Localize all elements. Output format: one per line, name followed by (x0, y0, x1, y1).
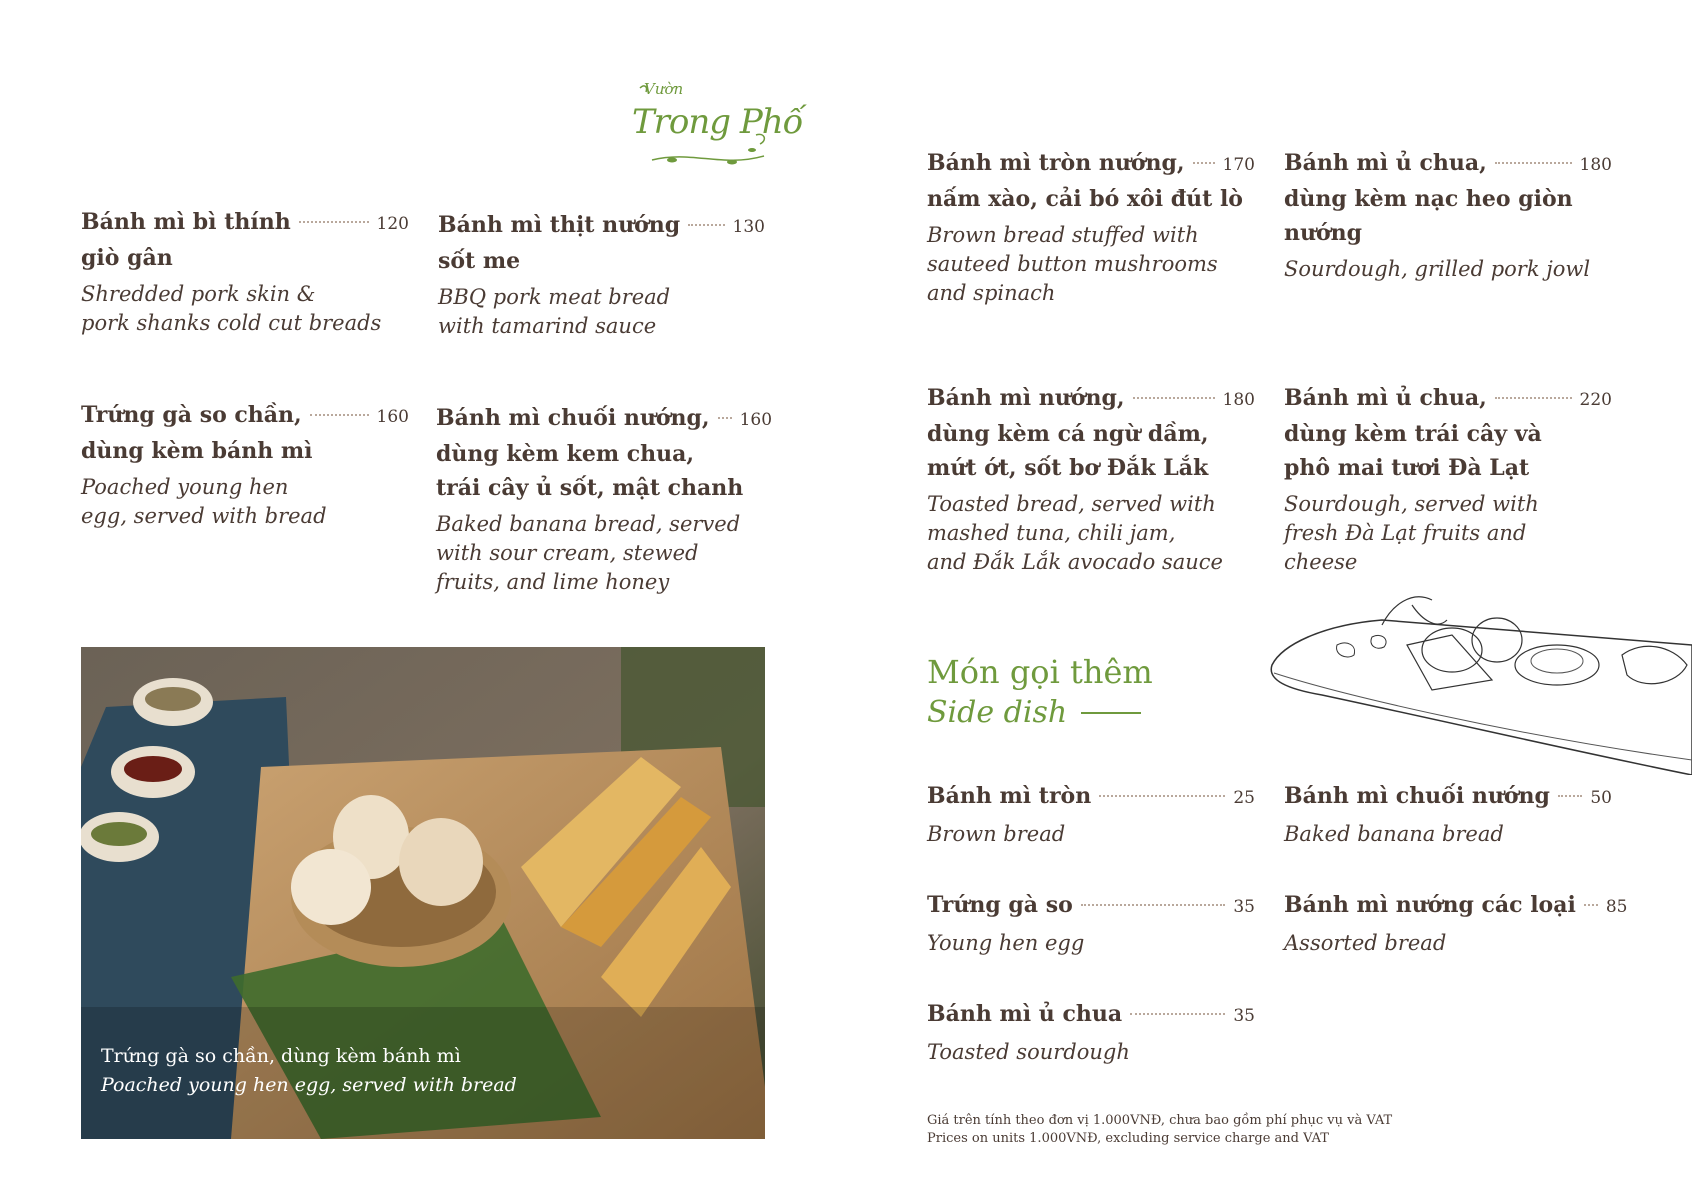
item-english-line: Poached young hen (81, 475, 289, 499)
item-english-line: egg, served with bread (81, 504, 327, 528)
leader-dots (1495, 397, 1572, 399)
menu-item (438, 208, 765, 341)
item-name-cont: dùng kèm trái cây và (1284, 421, 1542, 447)
item-english-line: cheese (1284, 550, 1358, 574)
item-name: Bánh mì tròn nướng, (927, 150, 1185, 176)
item-price: 160 (376, 407, 409, 427)
leader-dots (1495, 162, 1572, 164)
side-dish-item (1284, 888, 1628, 958)
item-name-cont: dùng kèm kem chua, (436, 441, 695, 467)
item-price: 180 (1579, 155, 1612, 175)
board-sketch-illustration (1262, 585, 1692, 775)
item-price: 180 (1222, 390, 1255, 410)
item-english-line: Toasted bread, served with (927, 492, 1216, 516)
item-name: Trứng gà so chần, (81, 402, 302, 428)
side-dish-item (927, 779, 1255, 849)
side-dish-title-english (927, 693, 1153, 733)
leader-dots (1558, 795, 1582, 797)
item-english-line: pork shanks cold cut breads (81, 311, 382, 335)
menu-item (436, 401, 773, 597)
menu-item (1284, 381, 1612, 577)
item-english-line: Brown bread stuffed with (927, 223, 1199, 247)
side-dish-title-english-text: Side dish (927, 695, 1068, 730)
food-photo (81, 647, 765, 1139)
item-price: 130 (732, 217, 765, 237)
caption-vietnamese: Trứng gà so chần, dùng kèm bánh mì (101, 1045, 461, 1067)
leader-dots (1099, 795, 1225, 797)
leader-dots (1130, 1013, 1225, 1015)
item-english-line: BBQ pork meat bread (438, 285, 671, 309)
menu-item (81, 205, 409, 338)
caption-english: Poached young hen egg, served with bread (101, 1074, 517, 1096)
brand-small: Vườn (644, 80, 684, 98)
item-english-line: Sourdough, grilled pork jowl (1284, 257, 1591, 281)
item-english (81, 473, 409, 531)
item-english-line: with sour cream, stewed (436, 541, 699, 565)
item-name-cont: dùng kèm bánh mì (81, 438, 313, 464)
item-name-cont: phô mai tươi Đà Lạt (1284, 455, 1530, 481)
item-english (1284, 255, 1612, 284)
side-dish-item (1284, 779, 1612, 849)
leader-dots (718, 417, 732, 419)
leader-dots (299, 221, 369, 223)
item-english-line: fruits, and lime honey (436, 570, 670, 594)
item-english (1284, 490, 1612, 577)
item-english (436, 510, 765, 597)
item-english: Young hen egg (927, 931, 1085, 955)
item-name: Bánh mì chuối nướng (1284, 783, 1550, 809)
item-english: Assorted bread (1284, 931, 1447, 955)
item-price: 220 (1579, 390, 1612, 410)
price-footnote (927, 1112, 1392, 1148)
leader-dots (1133, 397, 1215, 399)
item-name: Bánh mì ủ chua, (1284, 385, 1487, 411)
item-name: Bánh mì bì thính (81, 209, 291, 235)
item-english (81, 280, 409, 338)
item-name-cont: sốt me (438, 248, 521, 274)
item-name: Bánh mì ủ chua, (1284, 150, 1487, 176)
menu-item (927, 146, 1255, 308)
item-price: 120 (376, 214, 409, 234)
item-name-cont: trái cây ủ sốt, mật chanh (436, 475, 744, 501)
footnote-english: Prices on units 1.000VNĐ, excluding service charge and VAT (927, 1131, 1329, 1146)
item-price: 85 (1605, 897, 1628, 917)
item-english-line: fresh Đà Lạt fruits and (1284, 521, 1527, 545)
title-rule (1081, 712, 1141, 714)
brand-logo (632, 80, 803, 172)
item-english-line: Baked banana bread, served (436, 512, 741, 536)
item-english-line: with tamarind sauce (438, 314, 657, 338)
item-name: Bánh mì chuối nướng, (436, 405, 710, 431)
item-english: Brown bread (927, 822, 1066, 846)
brand-name: Trong Phố (632, 102, 803, 142)
item-name-cont: dùng kèm nạc heo giòn (1284, 186, 1573, 212)
item-name: Bánh mì ủ chua (927, 1001, 1123, 1027)
menu-item (81, 398, 409, 531)
item-name: Bánh mì tròn (927, 783, 1092, 809)
item-price: 35 (1233, 897, 1255, 917)
item-name-cont: dùng kèm cá ngừ dầm, (927, 421, 1209, 447)
item-price: 25 (1233, 788, 1255, 808)
leader-dots (1584, 904, 1598, 906)
menu-item (1284, 146, 1612, 284)
item-english-line: mashed tuna, chili jam, (927, 521, 1176, 545)
photo-caption (101, 1042, 517, 1100)
item-name: Bánh mì nướng, (927, 385, 1125, 411)
item-name: Bánh mì thịt nướng (438, 212, 681, 238)
leader-dots (310, 414, 369, 416)
footnote-vietnamese: Giá trên tính theo đơn vị 1.000VNĐ, chưa bao gồm phí phục vụ và VAT (927, 1113, 1393, 1128)
side-dish-item (927, 888, 1255, 958)
item-name-cont: nướng (1284, 220, 1363, 246)
item-english: Baked banana bread (1284, 822, 1504, 846)
item-name-cont: giò gân (81, 245, 173, 271)
side-dish-item (927, 997, 1255, 1067)
item-price: 35 (1233, 1006, 1255, 1026)
item-english: Toasted sourdough (927, 1040, 1130, 1064)
leader-dots (1193, 162, 1215, 164)
item-price: 170 (1222, 155, 1255, 175)
item-english (438, 283, 765, 341)
item-english-line: and Đắk Lắk avocado sauce (927, 550, 1223, 574)
menu-item (927, 381, 1255, 577)
item-price: 160 (739, 410, 773, 430)
leader-dots (688, 224, 724, 226)
item-english-line: and spinach (927, 281, 1056, 305)
item-english-line: Sourdough, served with (1284, 492, 1539, 516)
item-english-line: Shredded pork skin & (81, 282, 316, 306)
item-name-cont: mứt ớt, sốt bơ Đắk Lắk (927, 455, 1209, 481)
item-english (927, 490, 1255, 577)
item-english-line: sauteed button mushrooms (927, 252, 1218, 276)
item-name: Trứng gà so (927, 892, 1073, 918)
item-name-cont: nấm xào, cải bó xôi đút lò (927, 186, 1243, 212)
item-price: 50 (1590, 788, 1612, 808)
item-english (927, 221, 1255, 308)
side-dish-title (927, 651, 1153, 733)
item-name: Bánh mì nướng các loại (1284, 892, 1576, 918)
leader-dots (1081, 904, 1226, 906)
side-dish-title-vietnamese: Món gọi thêm (927, 653, 1153, 691)
